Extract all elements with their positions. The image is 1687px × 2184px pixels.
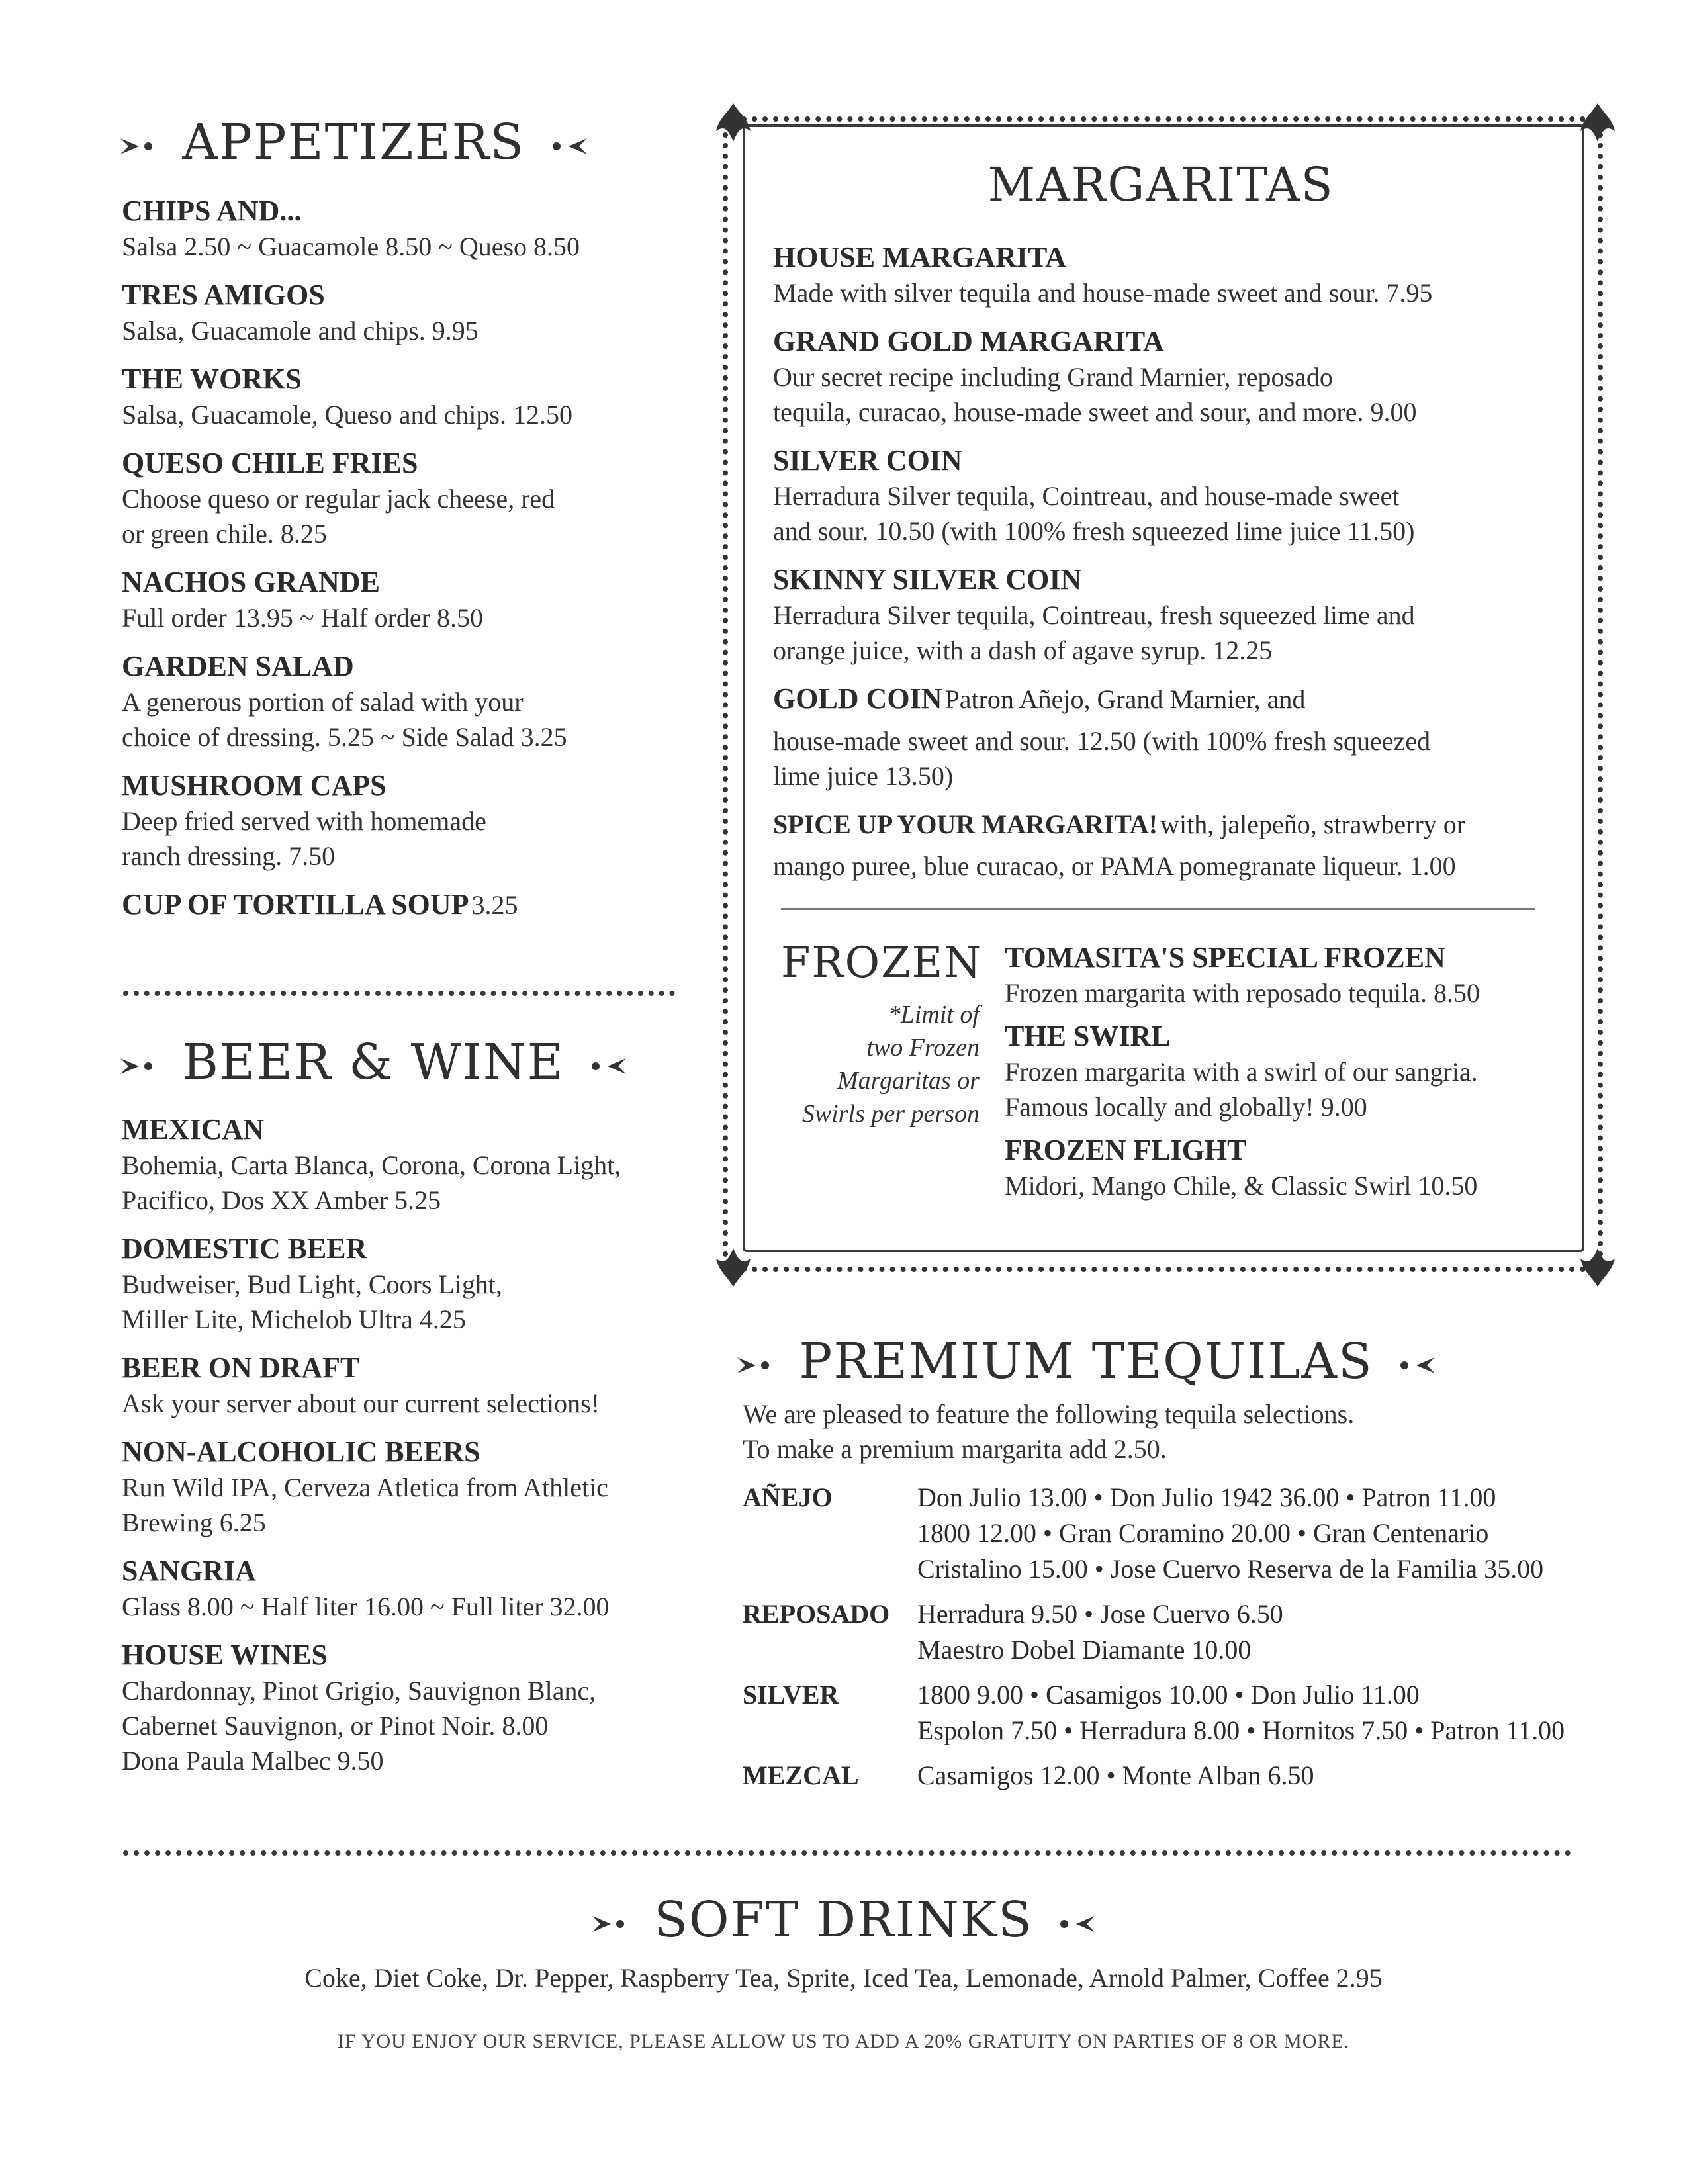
tequila-groups — [743, 1480, 1603, 1794]
item-name: BEER ON DRAFT — [122, 1351, 360, 1384]
beer-wine-title: BEER & WINE — [182, 1034, 565, 1091]
item-description: Bohemia, Carta Blanca, Corona, Corona Light, — [122, 1150, 621, 1180]
item-description: Cabernet Sauvignon, or Pinot Noir. 8.00 — [122, 1711, 549, 1741]
tequila-group-anejo — [743, 1480, 1603, 1587]
item-description: Herradura Silver tequila, Cointreau, and house-made sweet — [773, 481, 1400, 511]
item-price: 3.25 — [471, 890, 518, 920]
item-name: HOUSE WINES — [122, 1639, 328, 1671]
item-description: and sour. 10.50 (with 100% fresh squeezed lime juice 11.50) — [773, 516, 1415, 546]
item-name: HOUSE MARGARITA — [773, 241, 1066, 273]
item-name: SANGRIA — [122, 1555, 256, 1587]
dotted-divider — [123, 1850, 1571, 1856]
box-dotted-border-bottom — [741, 1267, 1586, 1272]
group-line: Espolon 7.50 • Herradura 8.00 • Hornitos 7.50 • Patron 11.00 — [917, 1715, 1565, 1745]
item-name: SILVER COIN — [773, 444, 962, 477]
item-name: THE SWIRL — [1005, 1020, 1171, 1052]
group-line: Don Julio 13.00 • Don Julio 1942 36.00 • Patron 11.00 — [917, 1482, 1496, 1512]
item-description: Salsa, Guacamole, Queso and chips. 12.50 — [122, 400, 572, 430]
item-description: Midori, Mango Chile, & Classic Swirl 10.50 — [1005, 1171, 1478, 1201]
item-name: SKINNY SILVER COIN — [773, 563, 1082, 596]
menu-item — [122, 1231, 704, 1337]
premium-tequilas-heading — [736, 1333, 1436, 1390]
frozen-divider — [781, 908, 1535, 910]
margaritas-title: MARGARITAS — [987, 158, 1334, 212]
group-line: Casamigos 12.00 • Monte Alban 6.50 — [917, 1760, 1314, 1790]
item-description: Full order 13.95 ~ Half order 8.50 — [122, 603, 483, 633]
item-description: Budweiser, Bud Light, Coors Light, — [122, 1269, 503, 1299]
item-name: GOLD COIN — [773, 682, 942, 715]
item-name: MUSHROOM CAPS — [122, 769, 387, 801]
menu-item — [122, 361, 704, 432]
item-name: QUESO CHILE FRIES — [122, 447, 418, 479]
menu-item — [122, 565, 704, 635]
note-line: *Limit of — [888, 1001, 980, 1028]
item-description: lime juice 13.50) — [773, 761, 954, 791]
tequila-intro — [743, 1396, 1603, 1467]
soft-drinks-list: Coke, Diet Coke, Dr. Pepper, Raspberry Tea, Sprite, Iced Tea, Lemonade, Arnold Palmer, Coffee 2.95 — [304, 1963, 1383, 1993]
left-ornament-icon — [591, 1911, 637, 1937]
item-name: GARDEN SALAD — [122, 650, 354, 682]
group-line: Maestro Dobel Diamante 10.00 — [917, 1635, 1252, 1664]
item-description: Ask your server about our current selections! — [122, 1388, 600, 1418]
left-ornament-icon — [119, 133, 165, 159]
group-label: MEZCAL — [743, 1760, 859, 1790]
item-name: NON-ALCOHOLIC BEERS — [122, 1435, 480, 1468]
menu-item — [122, 1637, 704, 1778]
menu-item — [1005, 1019, 1574, 1124]
item-description: Herradura Silver tequila, Cointreau, fresh squeezed lime and — [773, 600, 1415, 630]
item-name: TOMASITA'S SPECIAL FROZEN — [1005, 941, 1445, 974]
note-line: two Frozen — [866, 1034, 980, 1062]
appetizers-heading — [119, 114, 588, 171]
item-description: or green chile. 8.25 — [122, 519, 327, 549]
appetizers-title: APPETIZERS — [182, 114, 525, 171]
box-dotted-border-right — [1598, 132, 1603, 1257]
beer-wine-heading — [119, 1034, 627, 1091]
box-dotted-border-left — [723, 132, 728, 1257]
menu-item — [122, 1434, 704, 1540]
margaritas-list — [773, 240, 1567, 884]
group-label: AÑEJO — [743, 1482, 833, 1512]
group-line: Cristalino 15.00 • Jose Cuervo Reserva de la Familia 35.00 — [917, 1554, 1544, 1584]
note-line: Margaritas or — [837, 1067, 980, 1095]
item-name: FROZEN FLIGHT — [1005, 1134, 1247, 1166]
right-ornament-icon — [542, 133, 588, 159]
beer-wine-list — [122, 1112, 704, 1778]
item-description: mango puree, blue curacao, or PAMA pomegranate liqueur. 1.00 — [773, 851, 1456, 881]
item-description: Made with silver tequila and house-made sweet and sour. 7.95 — [773, 278, 1433, 308]
intro-line: We are pleased to feature the following tequila selections. — [743, 1399, 1355, 1429]
frozen-title: FROZEN — [781, 938, 983, 987]
corner-flourish-icon — [1578, 99, 1618, 149]
menu-item — [122, 1112, 704, 1218]
menu-item — [122, 649, 704, 754]
premium-tequilas-title: PREMIUM TEQUILAS — [799, 1333, 1373, 1390]
right-ornament-icon — [1390, 1352, 1436, 1379]
corner-flourish-icon — [713, 99, 753, 149]
soft-drinks-title: SOFT DRINKS — [654, 1891, 1033, 1948]
menu-item — [122, 277, 704, 348]
tequila-group-silver — [743, 1677, 1603, 1749]
menu-item — [122, 193, 704, 264]
menu-item — [122, 445, 704, 551]
menu-item — [773, 443, 1567, 549]
dotted-divider — [123, 991, 675, 996]
menu-item — [122, 1350, 704, 1421]
item-description: Pacifico, Dos XX Amber 5.25 — [122, 1185, 441, 1215]
item-description: Dona Paula Malbec 9.50 — [122, 1746, 384, 1776]
item-description: ranch dressing. 7.50 — [122, 841, 336, 871]
item-description: Patron Añejo, Grand Marnier, and — [944, 684, 1306, 714]
item-description: Frozen margarita with a swirl of our sangria. — [1005, 1057, 1478, 1087]
item-name: GRAND GOLD MARGARITA — [773, 325, 1164, 357]
item-name: SPICE UP YOUR MARGARITA! — [773, 809, 1158, 839]
group-label: SILVER — [743, 1680, 839, 1709]
item-description: with, jalepeño, strawberry or — [1160, 809, 1466, 839]
item-name: THE WORKS — [122, 363, 302, 395]
corner-flourish-icon — [1578, 1244, 1618, 1294]
frozen-limit-note — [741, 998, 980, 1130]
item-name: DOMESTIC BEER — [122, 1232, 367, 1265]
item-description: Brewing 6.25 — [122, 1508, 266, 1537]
group-line: Herradura 9.50 • Jose Cuervo 6.50 — [917, 1599, 1283, 1629]
menu-item — [122, 1553, 704, 1624]
group-line: 1800 12.00 • Gran Coramino 20.00 • Gran Centenario — [917, 1518, 1489, 1548]
item-description: house-made sweet and sour. 12.50 (with 100% fresh squeezed — [773, 726, 1431, 756]
item-description: tequila, curacao, house-made sweet and sour, and more. 9.00 — [773, 397, 1417, 427]
item-name: CUP OF TORTILLA SOUP — [122, 888, 469, 921]
menu-item — [122, 887, 704, 923]
item-description: choice of dressing. 5.25 ~ Side Salad 3.25 — [122, 722, 567, 752]
corner-flourish-icon — [713, 1244, 753, 1294]
item-description: Deep fried served with homemade — [122, 806, 486, 836]
intro-line: To make a premium margarita add 2.50. — [743, 1434, 1167, 1464]
menu-item — [1005, 940, 1574, 1011]
item-description: Miller Lite, Michelob Ultra 4.25 — [122, 1304, 466, 1334]
soft-drinks-heading — [0, 1891, 1687, 1948]
item-name: CHIPS AND... — [122, 195, 302, 227]
item-description: Salsa 2.50 ~ Guacamole 8.50 ~ Queso 8.50 — [122, 232, 580, 261]
item-description: Choose queso or regular jack cheese, red — [122, 484, 555, 514]
menu-item — [773, 681, 1567, 794]
left-ornament-icon — [119, 1053, 165, 1079]
item-description: Chardonnay, Pinot Grigio, Sauvignon Blanc, — [122, 1676, 596, 1706]
right-ornament-icon — [1050, 1911, 1096, 1937]
menu-item — [773, 807, 1567, 884]
item-description: Our secret recipe including Grand Marnier, reposado — [773, 362, 1333, 392]
appetizers-list — [122, 193, 704, 923]
item-description: A generous portion of salad with your — [122, 687, 524, 717]
item-description: Run Wild IPA, Cerveza Atletica from Athletic — [122, 1473, 608, 1502]
menu-item — [773, 240, 1567, 310]
item-description: Glass 8.00 ~ Half liter 16.00 ~ Full liter 32.00 — [122, 1592, 610, 1621]
menu-item — [773, 324, 1567, 430]
right-ornament-icon — [581, 1053, 627, 1079]
menu-item — [1005, 1132, 1574, 1203]
item-name: TRES AMIGOS — [122, 279, 325, 311]
frozen-list — [1005, 940, 1574, 1203]
group-line: 1800 9.00 • Casamigos 10.00 • Don Julio 11.00 — [917, 1680, 1420, 1709]
item-name: NACHOS GRANDE — [122, 566, 380, 598]
menu-item — [122, 768, 704, 874]
tequila-group-reposado — [743, 1596, 1603, 1668]
item-name: MEXICAN — [122, 1113, 265, 1146]
tequila-group-mezcal — [743, 1758, 1603, 1794]
group-label: REPOSADO — [743, 1599, 890, 1629]
menu-item — [773, 562, 1567, 668]
box-dotted-border-top — [741, 116, 1586, 122]
note-line: Swirls per person — [801, 1100, 980, 1128]
item-description: Famous locally and globally! 9.00 — [1005, 1092, 1367, 1122]
gratuity-note: IF YOU ENJOY OUR SERVICE, PLEASE ALLOW US TO ADD A 20% GRATUITY ON PARTIES OF 8 OR MORE. — [337, 2030, 1350, 2052]
item-description: orange juice, with a dash of agave syrup. 12.25 — [773, 635, 1273, 665]
item-description: Salsa, Guacamole and chips. 9.95 — [122, 316, 479, 345]
left-ornament-icon — [736, 1352, 782, 1379]
item-description: Frozen margarita with reposado tequila. 8.50 — [1005, 978, 1480, 1008]
